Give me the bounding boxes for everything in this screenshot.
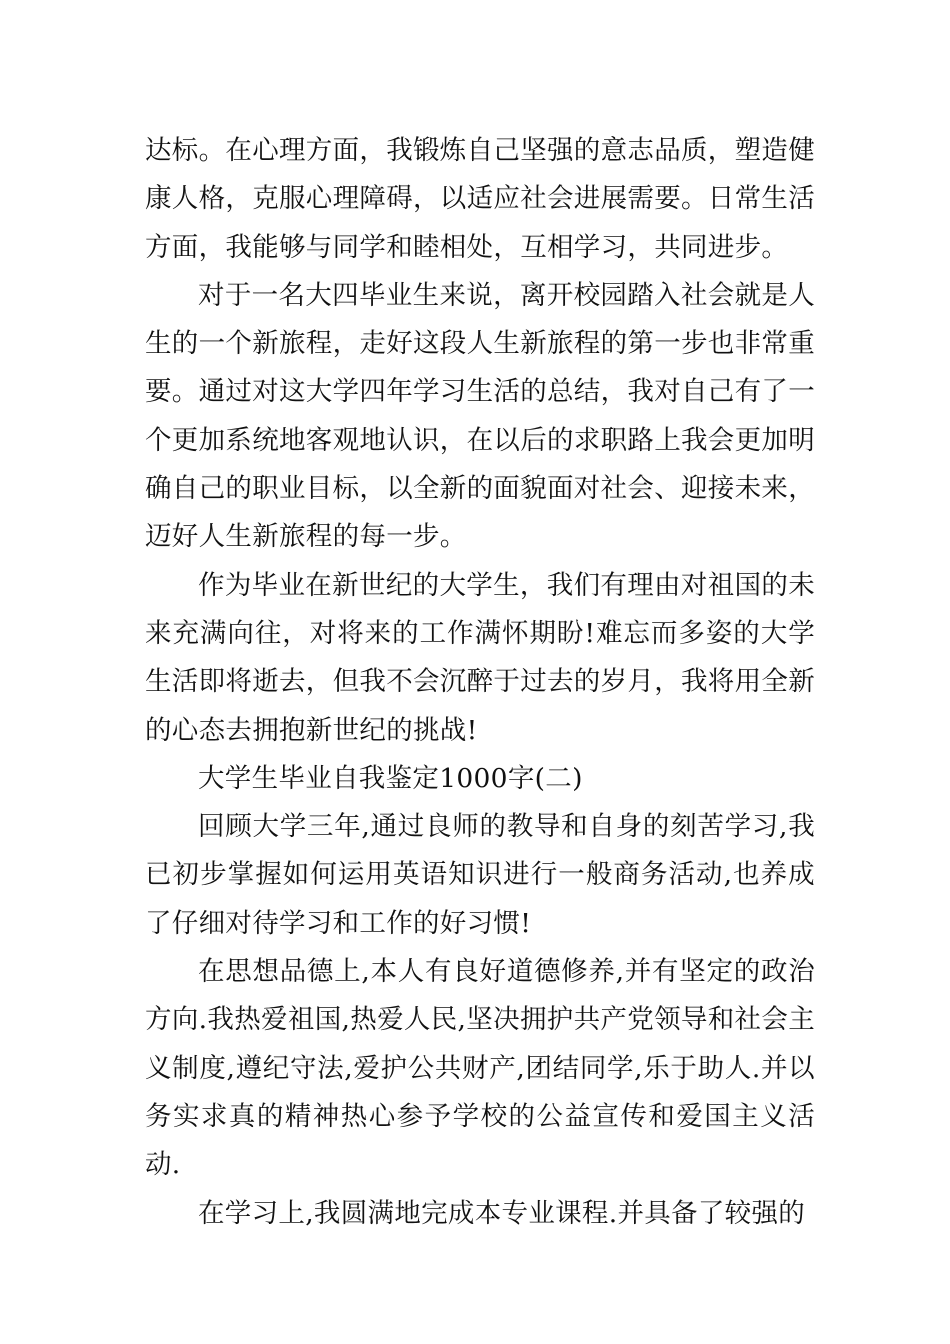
document-body bbox=[145, 127, 815, 1238]
paragraph-continued: 达标。在心理方面，我锻炼自己坚强的意志品质，塑造健康人格，克服心理障碍，以适应社会进展需要。日常生活方面，我能够与同学和睦相处，互相学习，共同进步。 bbox=[145, 135, 815, 263]
section-heading: 大学生毕业自我鉴定1000字(二) bbox=[198, 762, 583, 794]
paragraph-morality: 在思想品德上,本人有良好道德修养,并有坚定的政治方向.我热爱祖国,热爱人民,坚决拥护共产党领导和社会主义制度,遵纪守法,爱护公共财产,团结同学,乐于助人.并以务实求真的精神热心参予学校的公益宣传和爱国主义活动. bbox=[145, 956, 815, 1181]
paragraph-new-journey: 对于一名大四毕业生来说，离开校园踏入社会就是人生的一个新旅程，走好这段人生新旅程的第一步也非常重要。通过对这大学四年学习生活的总结，我对自己有了一个更加系统地客观地认识，在以后的求职路上我会更加明确自己的职业目标，以全新的面貌面对社会、迎接未来，迈好人生新旅程的每一步。 bbox=[145, 279, 815, 553]
paragraph-review: 回顾大学三年,通过良师的教导和自身的刻苦学习,我已初步掌握如何运用英语知识进行一般商务活动,也养成了仔细对待学习和工作的好习惯! bbox=[145, 811, 815, 939]
paragraph-study: 在学习上,我圆满地完成本专业课程.并具备了较强的 bbox=[198, 1197, 806, 1229]
paragraph-new-century: 作为毕业在新世纪的大学生，我们有理由对祖国的未来充满向往，对将来的工作满怀期盼!难忘而多姿的大学生活即将逝去，但我不会沉醉于过去的岁月，我将用全新的心态去拥抱新世纪的挑战! bbox=[145, 569, 815, 746]
